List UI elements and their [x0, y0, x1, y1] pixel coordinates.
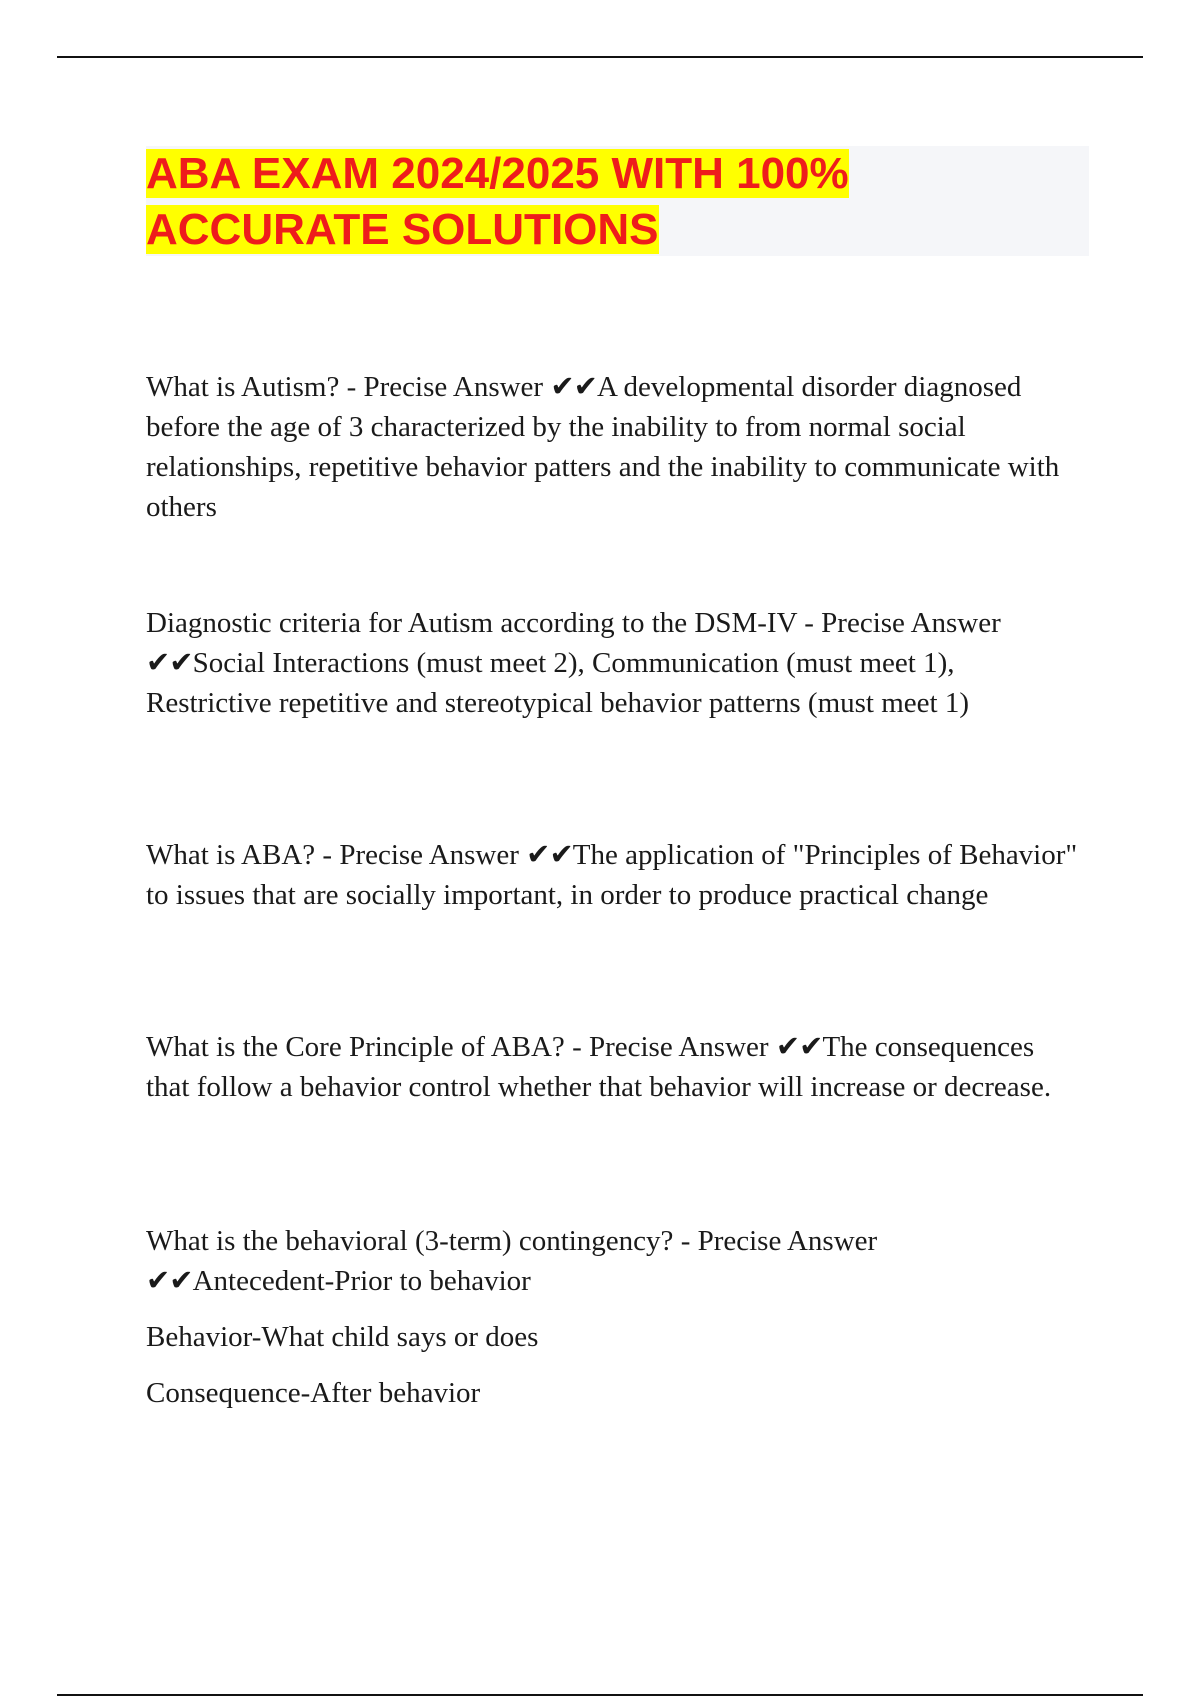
- qa-item: [146, 1027, 1081, 1107]
- checkmark-icon: ✔✔: [146, 1265, 193, 1297]
- title-line-2: ACCURATE SOLUTIONS: [146, 205, 659, 254]
- qa-paragraph: [146, 1221, 1081, 1301]
- title-line-1: ABA EXAM 2024/2025 WITH 100%: [146, 149, 849, 198]
- answer-line: Consequence-After behavior: [146, 1377, 481, 1409]
- answer-separator: - Precise Answer: [339, 371, 551, 403]
- answer-separator: - Precise Answer: [315, 839, 527, 871]
- checkmark-icon: ✔✔: [526, 839, 573, 871]
- qa-paragraph: [146, 367, 1081, 527]
- checkmark-icon: ✔✔: [146, 647, 193, 679]
- document-title: [146, 146, 1089, 258]
- qa-paragraph: [146, 835, 1081, 915]
- qa-item: [146, 835, 1081, 915]
- qa-paragraph: [146, 603, 1081, 723]
- top-rule: [57, 56, 1143, 58]
- answer-separator: - Precise Answer: [673, 1225, 878, 1257]
- answer-separator: - Precise Answer: [797, 607, 1001, 639]
- checkmark-icon: ✔✔: [550, 371, 597, 403]
- question-text: What is the Core Principle of ABA?: [146, 1031, 565, 1063]
- qa-item: [146, 367, 1081, 527]
- checkmark-icon: ✔✔: [775, 1031, 823, 1063]
- bottom-rule: [57, 1694, 1143, 1696]
- answer-separator: - Precise Answer: [564, 1031, 776, 1063]
- qa-item: [146, 603, 1081, 723]
- title-block: [146, 146, 1089, 256]
- answer-text: The consequences that follow a behavior control whether that behavior will increase or decrease.: [146, 1031, 1052, 1103]
- qa-paragraph: [146, 1027, 1081, 1107]
- answer-text: Social Interactions (must meet 2), Communication (must meet 1), Restrictive repetitive and stereotypical behavior patterns (must meet 1): [146, 647, 969, 719]
- answer-text: A developmental disorder diagnosed before the age of 3 characterized by the inability to from normal social relationships, repetitive behavior patters and the inability to communicate with others: [146, 371, 1060, 523]
- question-text: What is ABA?: [146, 839, 316, 871]
- answer-line: Behavior-What child says or does: [146, 1321, 539, 1353]
- answer-text: The application of "Principles of Behavior" to issues that are socially important, in order to produce practical change: [146, 839, 1078, 911]
- question-text: What is the behavioral (3-term) contingency?: [146, 1225, 674, 1257]
- qa-item: [146, 1221, 1081, 1413]
- question-text: Diagnostic criteria for Autism according to the DSM-IV: [146, 607, 798, 639]
- question-text: What is Autism?: [146, 371, 340, 403]
- answer-text: Antecedent-Prior to behavior: [192, 1265, 531, 1297]
